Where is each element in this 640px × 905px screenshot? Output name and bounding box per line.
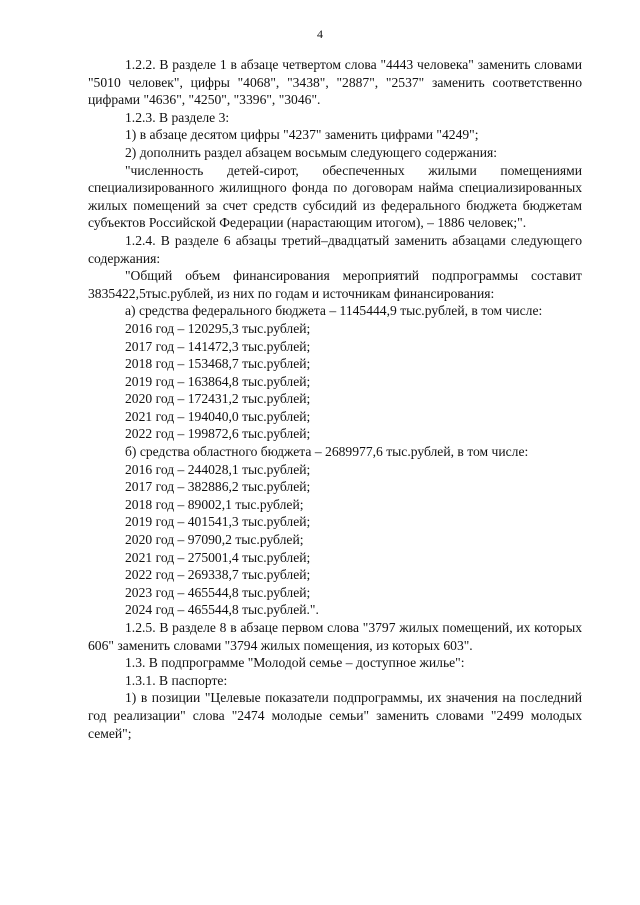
paragraph-p20: 2019 год – 401541,3 тыс.рублей; [125,514,311,530]
paragraph-p17: 2016 год – 244028,1 тыс.рублей; [125,461,311,477]
paragraph-p11: 2018 год – 153468,7 тыс.рублей; [125,356,311,372]
paragraph-p29: 1) в позиции "Целевые показатели подпрограммы, их значения на последний год реализации" слова "2474 молодые семьи" заменить словами "2499 молодых семей"; [88,690,582,741]
paragraph-p25: 2024 год – 465544,8 тыс.рублей.". [125,602,319,618]
paragraph-p21: 2020 год – 97090,2 тыс.рублей; [125,532,304,548]
paragraph-p9: 2016 год – 120295,3 тыс.рублей; [125,320,311,336]
paragraph-p6: 1.2.4. В разделе 6 абзацы третий–двадцатый заменить абзацами следующего содержания: [88,232,582,266]
paragraph-p18: 2017 год – 382886,2 тыс.рублей; [125,479,311,495]
paragraph-p13: 2020 год – 172431,2 тыс.рублей; [125,391,311,407]
document-body [88,56,582,742]
paragraph-p16: б) средства областного бюджета – 2689977,6 тыс.рублей, в том числе: [125,444,529,460]
paragraph-p26: 1.2.5. В разделе 8 в абзаце первом слова "3797 жилых помещений, их которых 606" заменить словами "3794 жилых помещения, из которых 603". [88,620,582,653]
paragraph-p8: а) средства федерального бюджета – 1145444,9 тыс.рублей, в том числе: [125,303,543,319]
paragraph-p7: "Общий объем финансирования мероприятий подпрограммы составит 3835422,5тыс.рублей, из них по годам и источникам финансирования: [88,268,582,301]
paragraph-p1: 1.2.2. В разделе 1 в абзаце четвертом слова "4443 человека" заменить словами "5010 человек", цифры "4068", "3438", "2887", "2537" заменить соответственно цифрами "4636", "4250", "3396", "3046". [88,57,582,108]
paragraph-p12: 2019 год – 163864,8 тыс.рублей; [125,373,311,389]
paragraph-p3: 1) в абзаце десятом цифры "4237" заменить цифрами "4249"; [125,127,479,143]
paragraph-p15: 2022 год – 199872,6 тыс.рублей; [125,426,311,442]
paragraph-p4: 2) дополнить раздел абзацем восьмым следующего содержания: [125,144,498,160]
paragraph-p2: 1.2.3. В разделе 3: [125,109,230,125]
paragraph-p24: 2023 год – 465544,8 тыс.рублей; [125,584,311,600]
paragraph-p27: 1.3. В подпрограмме "Молодой семье – доступное жилье": [125,655,465,671]
paragraph-p28: 1.3.1. В паспорте: [125,672,228,688]
page-number: 4 [317,27,323,41]
paragraph-p10: 2017 год – 141472,3 тыс.рублей; [125,338,311,354]
paragraph-p22: 2021 год – 275001,4 тыс.рублей; [125,549,311,565]
paragraph-p19: 2018 год – 89002,1 тыс.рублей; [125,496,304,512]
paragraph-p14: 2021 год – 194040,0 тыс.рублей; [125,408,311,424]
paragraph-p5: "численность детей-сирот, обеспеченных жилыми помещениями специализированного жилищного фонда по договорам найма специализированных жилых помещений за счет средств субсидий из федерального бюджета бюджетам субъектов Российской Федерации (нарастающим итогом), – 1886 человек;". [88,162,582,231]
paragraph-p23: 2022 год – 269338,7 тыс.рублей; [125,567,311,583]
